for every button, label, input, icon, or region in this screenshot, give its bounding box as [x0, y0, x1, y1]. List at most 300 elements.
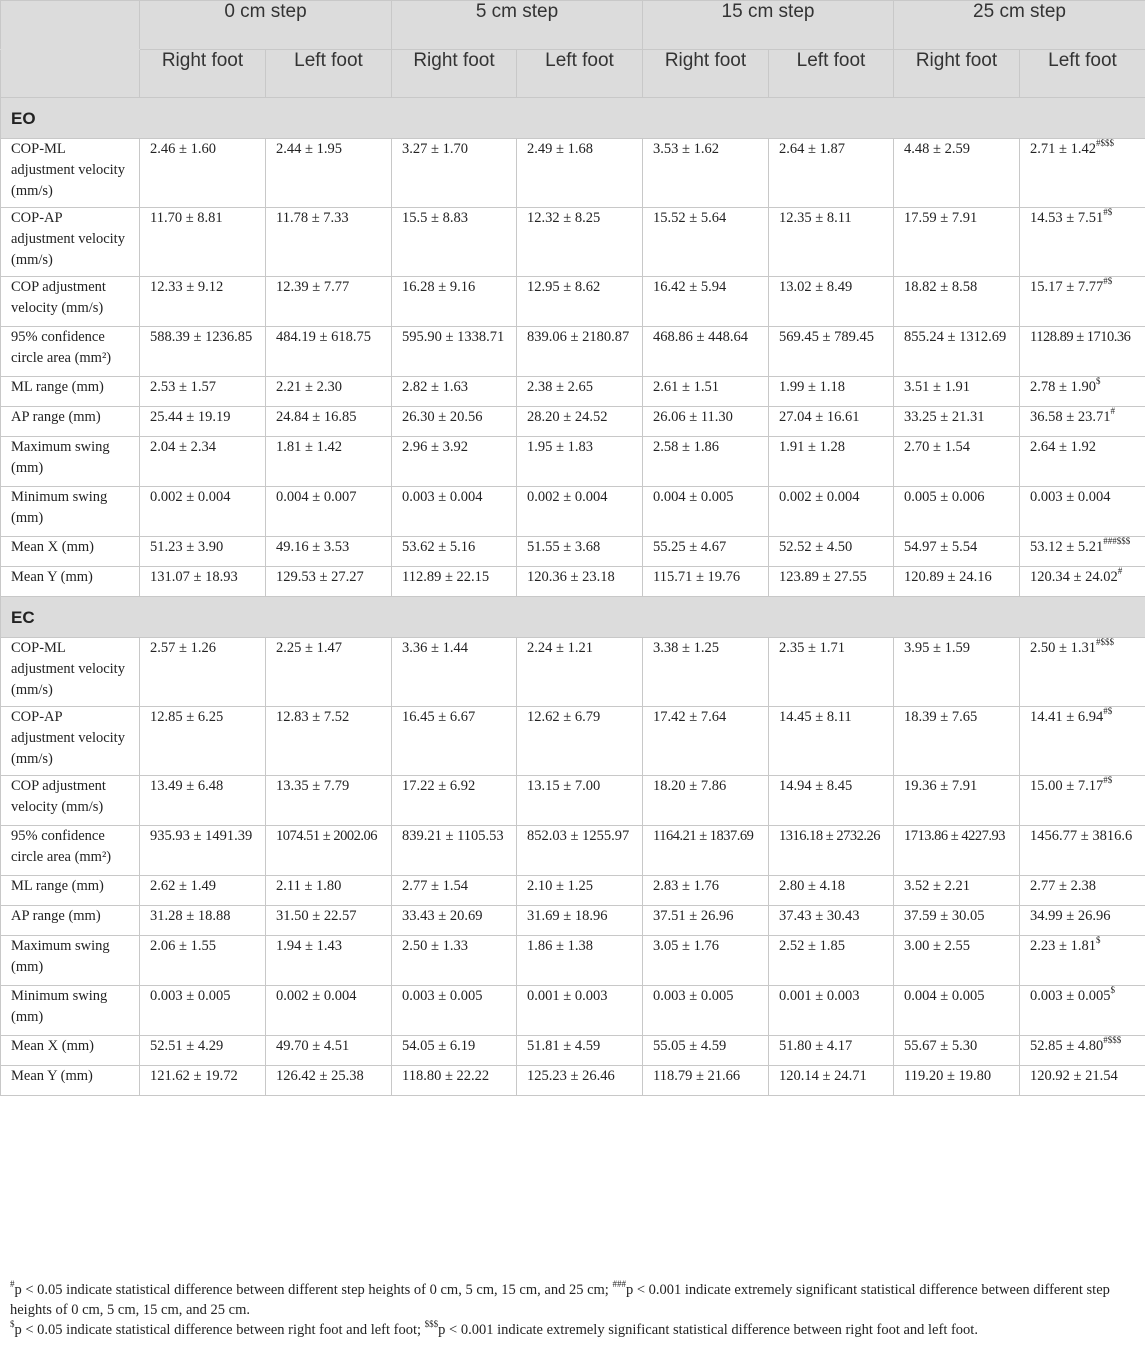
cell-value: 121.62 ± 19.72: [150, 1068, 238, 1084]
significance-marker: #$$$: [1103, 1035, 1122, 1045]
table-cell: [769, 906, 894, 936]
table-cell: [517, 876, 643, 906]
table-cell: [266, 139, 392, 208]
cell-value: 36.58 ± 23.71: [1030, 409, 1111, 425]
cell-value: 2.04 ± 2.34: [150, 439, 216, 455]
table-cell: [894, 327, 1020, 377]
table-cell: [266, 437, 392, 487]
footnote-text: p < 0.05 indicate statistical difference between right foot and left foot;: [14, 1322, 425, 1338]
cell-value: 0.002 ± 0.004: [150, 489, 231, 505]
cell-value: 0.001 ± 0.003: [779, 988, 860, 1004]
cell-value: 2.10 ± 1.25: [527, 878, 593, 894]
footnote-symbol: #: [10, 1279, 15, 1289]
header-group: 25 cm step: [894, 1, 1145, 50]
row-label: COP adjustment velocity (mm/s): [1, 277, 140, 327]
header-foot: Left foot: [517, 50, 643, 98]
cell-value: 12.32 ± 8.25: [527, 210, 601, 226]
cell-value: 12.62 ± 6.79: [527, 709, 601, 725]
cell-value: 2.58 ± 1.86: [653, 439, 719, 455]
cell-value: 26.06 ± 11.30: [653, 409, 733, 425]
table-cell: [140, 567, 266, 597]
table-cell: [643, 327, 769, 377]
cell-value: 13.02 ± 8.49: [779, 279, 853, 295]
table-cell: [392, 437, 517, 487]
header-foot: Right foot: [643, 50, 769, 98]
cell-value: 2.70 ± 1.54: [904, 439, 970, 455]
row-label: Mean Y (mm): [1, 567, 140, 597]
table-cell: [140, 1036, 266, 1066]
cell-value: 14.53 ± 7.51: [1030, 210, 1104, 226]
table-row: [1, 567, 1145, 597]
table-cell: [266, 876, 392, 906]
cell-value: 0.003 ± 0.004: [1030, 489, 1111, 505]
table-cell: [769, 208, 894, 277]
cell-value: 0.002 ± 0.004: [527, 489, 608, 505]
table-cell: [517, 1036, 643, 1066]
row-label: ML range (mm): [1, 876, 140, 906]
footnote-symbol: $$$: [424, 1319, 439, 1329]
cell-value: 31.69 ± 18.96: [527, 908, 608, 924]
table-cell: [643, 537, 769, 567]
table-cell: [769, 277, 894, 327]
cell-value: 1.99 ± 1.18: [779, 379, 845, 395]
cell-value: 588.39 ± 1236.85: [150, 329, 253, 345]
cell-value: 51.81 ± 4.59: [527, 1038, 601, 1054]
cell-value: 15.00 ± 7.17: [1030, 778, 1104, 794]
table-cell: [643, 936, 769, 986]
table-cell: [392, 826, 517, 876]
row-label: COP-AP adjustment velocity (mm/s): [1, 707, 140, 776]
cell-value: 12.95 ± 8.62: [527, 279, 601, 295]
cell-value: 17.22 ± 6.92: [402, 778, 476, 794]
table-cell: [517, 277, 643, 327]
table-cell: [894, 1036, 1020, 1066]
table-cell: [894, 377, 1020, 407]
cell-value: 2.96 ± 3.92: [402, 439, 468, 455]
table-cell: [140, 826, 266, 876]
table-row: [1, 876, 1145, 906]
table-cell: [643, 906, 769, 936]
cell-value: 123.89 ± 27.55: [779, 569, 867, 585]
table-cell: [643, 986, 769, 1036]
table-cell: [392, 487, 517, 537]
cell-value: 2.53 ± 1.57: [150, 379, 216, 395]
cell-value: 16.42 ± 5.94: [653, 279, 727, 295]
cell-value: 16.28 ± 9.16: [402, 279, 476, 295]
cell-value: 17.42 ± 7.64: [653, 709, 727, 725]
cell-value: 2.77 ± 1.54: [402, 878, 468, 894]
table-cell: [517, 487, 643, 537]
cell-value: 34.99 ± 26.96: [1030, 908, 1111, 924]
cell-value: 0.003 ± 0.004: [402, 489, 483, 505]
cell-value: 28.20 ± 24.52: [527, 409, 608, 425]
cell-value: 3.38 ± 1.25: [653, 640, 719, 656]
cell-value: 2.38 ± 2.65: [527, 379, 593, 395]
table-cell: [266, 936, 392, 986]
table-cell: [1020, 208, 1145, 277]
table-cell: [894, 437, 1020, 487]
cell-value: 18.20 ± 7.86: [653, 778, 727, 794]
cell-value: 49.16 ± 3.53: [276, 539, 350, 555]
significance-marker: #: [1117, 566, 1123, 576]
cell-value: 131.07 ± 18.93: [150, 569, 238, 585]
header-foot: Left foot: [266, 50, 392, 98]
cell-value: 2.11 ± 1.80: [276, 878, 342, 894]
cell-value: 1.86 ± 1.38: [527, 938, 593, 954]
cell-value: 1456.77 ± 3816.6: [1030, 828, 1133, 844]
table-cell: [392, 638, 517, 707]
table-cell: [392, 906, 517, 936]
table-cell: [392, 139, 517, 208]
cell-value: 120.14 ± 24.71: [779, 1068, 867, 1084]
row-label: 95% confidence circle area (mm²): [1, 327, 140, 377]
cell-value: 15.17 ± 7.77: [1030, 279, 1104, 295]
section-row-eo: [1, 98, 1145, 139]
cell-value: 54.05 ± 6.19: [402, 1038, 476, 1054]
table-cell: [643, 208, 769, 277]
table-cell: [894, 407, 1020, 437]
cell-value: 2.80 ± 4.18: [779, 878, 845, 894]
section-row-ec: [1, 597, 1145, 638]
table-cell: [894, 986, 1020, 1036]
cell-value: 2.62 ± 1.49: [150, 878, 216, 894]
table-cell: [517, 826, 643, 876]
cell-value: 15.52 ± 5.64: [653, 210, 727, 226]
cell-value: 52.51 ± 4.29: [150, 1038, 224, 1054]
cell-value: 115.71 ± 19.76: [653, 569, 741, 585]
cell-value: 37.59 ± 30.05: [904, 908, 985, 924]
table-cell: [140, 638, 266, 707]
footnote-foot: [0, 1320, 1145, 1340]
footnote-text: p < 0.001 indicate extremely significant statistical difference between different step heights of 0 cm, 5 cm, 15 cm, and 25 cm.: [10, 1282, 1110, 1318]
table-cell: [140, 1066, 266, 1096]
table-cell: [266, 487, 392, 537]
table-cell: [1020, 377, 1145, 407]
table-row: [1, 906, 1145, 936]
table-cell: [266, 707, 392, 776]
cell-value: 569.45 ± 789.45: [779, 329, 874, 345]
cell-value: 484.19 ± 618.75: [276, 329, 371, 345]
cell-value: 2.44 ± 1.95: [276, 141, 342, 157]
table-cell: [643, 139, 769, 208]
cell-value: 24.84 ± 16.85: [276, 409, 357, 425]
table-cell: [643, 1036, 769, 1066]
cell-value: 11.70 ± 8.81: [150, 210, 223, 226]
cell-value: 0.003 ± 0.005: [653, 988, 734, 1004]
row-label: 95% confidence circle area (mm²): [1, 826, 140, 876]
cell-value: 468.86 ± 448.64: [653, 329, 748, 345]
table-cell: [1020, 277, 1145, 327]
table-cell: [894, 776, 1020, 826]
cell-value: 120.92 ± 21.54: [1030, 1068, 1118, 1084]
cell-value: 0.003 ± 0.005: [150, 988, 231, 1004]
cell-value: 2.77 ± 2.38: [1030, 878, 1096, 894]
table-cell: [517, 139, 643, 208]
cell-value: 112.89 ± 22.15: [402, 569, 490, 585]
footnote-symbol: $: [10, 1319, 15, 1329]
cell-value: 13.49 ± 6.48: [150, 778, 224, 794]
cell-value: 1.95 ± 1.83: [527, 439, 593, 455]
cell-value: 3.52 ± 2.21: [904, 878, 970, 894]
table-row: [1, 487, 1145, 537]
row-label: Mean X (mm): [1, 1036, 140, 1066]
cell-value: 595.90 ± 1338.71: [402, 329, 505, 345]
table-cell: [643, 707, 769, 776]
cell-value: 25.44 ± 19.19: [150, 409, 231, 425]
table-cell: [643, 776, 769, 826]
table-cell: [140, 437, 266, 487]
table-cell: [1020, 487, 1145, 537]
table-cell: [1020, 906, 1145, 936]
table-cell: [140, 487, 266, 537]
cell-value: 2.21 ± 2.30: [276, 379, 342, 395]
table-cell: [1020, 567, 1145, 597]
table-cell: [140, 776, 266, 826]
table-cell: [517, 567, 643, 597]
cell-value: 19.36 ± 7.91: [904, 778, 978, 794]
cell-value: 2.61 ± 1.51: [653, 379, 719, 395]
table-cell: [266, 567, 392, 597]
cell-value: 2.52 ± 1.85: [779, 938, 845, 954]
table-footnotes: [0, 1280, 1145, 1340]
significance-marker: #$$$: [1095, 637, 1114, 647]
table-cell: [769, 826, 894, 876]
cell-value: 2.50 ± 1.31: [1030, 640, 1096, 656]
header-group: 0 cm step: [140, 1, 392, 50]
table-cell: [769, 377, 894, 407]
table-cell: [392, 1066, 517, 1096]
table-cell: [140, 986, 266, 1036]
header-group: 15 cm step: [643, 1, 894, 50]
cell-value: 27.04 ± 16.61: [779, 409, 860, 425]
table-cell: [1020, 437, 1145, 487]
table-cell: [140, 707, 266, 776]
row-label: COP adjustment velocity (mm/s): [1, 776, 140, 826]
table-cell: [392, 876, 517, 906]
cell-value: 119.20 ± 19.80: [904, 1068, 992, 1084]
table-cell: [266, 407, 392, 437]
cell-value: 0.003 ± 0.005: [1030, 988, 1111, 1004]
table-cell: [392, 707, 517, 776]
cell-value: 0.003 ± 0.005: [402, 988, 483, 1004]
table-cell: [769, 139, 894, 208]
table-cell: [894, 139, 1020, 208]
table-cell: [392, 537, 517, 567]
table-row: [1, 208, 1145, 277]
cell-value: 0.005 ± 0.006: [904, 489, 985, 505]
table-cell: [1020, 638, 1145, 707]
table-cell: [392, 277, 517, 327]
table-cell: [266, 208, 392, 277]
table-row: [1, 986, 1145, 1036]
cell-value: 55.05 ± 4.59: [653, 1038, 727, 1054]
significance-marker: #$: [1103, 276, 1113, 286]
table-cell: [894, 567, 1020, 597]
significance-marker: #$: [1103, 775, 1113, 785]
table-cell: [1020, 407, 1145, 437]
significance-marker: $: [1095, 935, 1101, 945]
table-cell: [517, 986, 643, 1036]
table-cell: [140, 208, 266, 277]
table-cell: [1020, 876, 1145, 906]
row-label: COP-AP adjustment velocity (mm/s): [1, 208, 140, 277]
cell-value: 3.53 ± 1.62: [653, 141, 719, 157]
table-cell: [140, 936, 266, 986]
table-cell: [769, 1036, 894, 1066]
cell-value: 54.97 ± 5.54: [904, 539, 978, 555]
row-label: AP range (mm): [1, 906, 140, 936]
header-foot: Right foot: [392, 50, 517, 98]
section-label: EO: [1, 98, 1145, 139]
cell-value: 11.78 ± 7.33: [276, 210, 349, 226]
table-cell: [1020, 537, 1145, 567]
cell-value: 2.06 ± 1.55: [150, 938, 216, 954]
header-foot: Right foot: [140, 50, 266, 98]
table-cell: [643, 407, 769, 437]
table-cell: [643, 437, 769, 487]
table-cell: [894, 487, 1020, 537]
cell-value: 4.48 ± 2.59: [904, 141, 970, 157]
header-foot: Right foot: [894, 50, 1020, 98]
table-cell: [140, 906, 266, 936]
cell-value: 2.71 ± 1.42: [1030, 141, 1096, 157]
cell-value: 2.35 ± 1.71: [779, 640, 845, 656]
table-cell: [769, 1066, 894, 1096]
table-cell: [517, 638, 643, 707]
table-cell: [392, 986, 517, 1036]
table-cell: [769, 327, 894, 377]
cell-value: 51.23 ± 3.90: [150, 539, 224, 555]
cell-value: 855.24 ± 1312.69: [904, 329, 1007, 345]
cell-value: 12.85 ± 6.25: [150, 709, 224, 725]
cell-value: 935.93 ± 1491.39: [150, 828, 253, 844]
cell-value: 12.35 ± 8.11: [779, 210, 852, 226]
cell-value: 120.36 ± 23.18: [527, 569, 615, 585]
cell-value: 0.001 ± 0.003: [527, 988, 608, 1004]
table-row: [1, 826, 1145, 876]
cell-value: 53.12 ± 5.21: [1030, 539, 1104, 555]
header-corner: [1, 50, 140, 98]
table-cell: [266, 377, 392, 407]
table-cell: [769, 567, 894, 597]
cell-value: 12.83 ± 7.52: [276, 709, 350, 725]
cell-value: 52.52 ± 4.50: [779, 539, 853, 555]
section-label: EC: [1, 597, 1145, 638]
table-cell: [1020, 826, 1145, 876]
cell-value: 55.67 ± 5.30: [904, 1038, 978, 1054]
table-cell: [1020, 776, 1145, 826]
table-row: [1, 1066, 1145, 1096]
significance-marker: #: [1110, 406, 1115, 416]
header-foot: Left foot: [769, 50, 894, 98]
cell-value: 14.94 ± 8.45: [779, 778, 853, 794]
table-cell: [392, 377, 517, 407]
row-label: Maximum swing (mm): [1, 936, 140, 986]
table-row: [1, 407, 1145, 437]
cell-value: 37.43 ± 30.43: [779, 908, 860, 924]
table-cell: [1020, 1036, 1145, 1066]
row-label: Mean X (mm): [1, 537, 140, 567]
footnote-symbol: ###: [612, 1279, 626, 1289]
table-cell: [517, 208, 643, 277]
cell-value: 0.004 ± 0.005: [653, 489, 734, 505]
footnote-text: p < 0.05 indicate statistical difference between different step heights of 0 cm, 5 cm, 15 cm, and 25 cm;: [14, 1282, 613, 1298]
table-row: [1, 936, 1145, 986]
table-cell: [894, 906, 1020, 936]
table-cell: [517, 437, 643, 487]
cell-value: 1.81 ± 1.42: [276, 439, 342, 455]
cell-value: 120.89 ± 24.16: [904, 569, 992, 585]
cell-value: 2.82 ± 1.63: [402, 379, 468, 395]
cell-value: 37.51 ± 26.96: [653, 908, 734, 924]
cell-value: 1074.51 ± 2002.06: [276, 828, 377, 844]
table-cell: [769, 638, 894, 707]
significance-marker: $: [1110, 985, 1115, 995]
cell-value: 852.03 ± 1255.97: [527, 828, 630, 844]
cell-value: 3.00 ± 2.55: [904, 938, 970, 954]
table-cell: [266, 327, 392, 377]
cell-value: 16.45 ± 6.67: [402, 709, 476, 725]
cell-value: 118.80 ± 22.22: [402, 1068, 490, 1084]
table-cell: [769, 776, 894, 826]
table-cell: [894, 876, 1020, 906]
table-cell: [266, 826, 392, 876]
table-cell: [643, 638, 769, 707]
cell-value: 33.25 ± 21.31: [904, 409, 985, 425]
table-cell: [894, 277, 1020, 327]
table-cell: [266, 1066, 392, 1096]
significance-marker: #$: [1103, 706, 1113, 716]
cell-value: 125.23 ± 26.46: [527, 1068, 615, 1084]
table-row: [1, 327, 1145, 377]
cell-value: 1.91 ± 1.28: [779, 439, 845, 455]
table-cell: [392, 407, 517, 437]
table-cell: [1020, 707, 1145, 776]
cell-value: 2.57 ± 1.26: [150, 640, 216, 656]
cell-value: 51.80 ± 4.17: [779, 1038, 853, 1054]
cell-value: 33.43 ± 20.69: [402, 908, 483, 924]
table-cell: [1020, 936, 1145, 986]
table-cell: [517, 1066, 643, 1096]
row-label: COP-ML adjustment velocity (mm/s): [1, 638, 140, 707]
cell-value: 2.64 ± 1.87: [779, 141, 845, 157]
table-cell: [894, 537, 1020, 567]
table-cell: [769, 437, 894, 487]
cell-value: 0.002 ± 0.004: [779, 489, 860, 505]
table-cell: [769, 487, 894, 537]
header-group: 5 cm step: [392, 1, 643, 50]
significance-marker: $: [1095, 376, 1101, 386]
table-cell: [769, 986, 894, 1036]
table-cell: [266, 638, 392, 707]
cell-value: 1316.18 ± 2732.26: [779, 828, 880, 844]
cell-value: 3.05 ± 1.76: [653, 938, 719, 954]
table-cell: [769, 707, 894, 776]
cell-value: 18.39 ± 7.65: [904, 709, 978, 725]
cell-value: 18.82 ± 8.58: [904, 279, 978, 295]
cell-value: 120.34 ± 24.02: [1030, 569, 1118, 585]
cell-value: 129.53 ± 27.27: [276, 569, 364, 585]
cell-value: 12.33 ± 9.12: [150, 279, 224, 295]
table-cell: [140, 277, 266, 327]
cell-value: 2.25 ± 1.47: [276, 640, 342, 656]
table-cell: [769, 876, 894, 906]
table-cell: [140, 876, 266, 906]
table-cell: [266, 277, 392, 327]
table-cell: [392, 567, 517, 597]
table-cell: [266, 776, 392, 826]
row-label: AP range (mm): [1, 407, 140, 437]
